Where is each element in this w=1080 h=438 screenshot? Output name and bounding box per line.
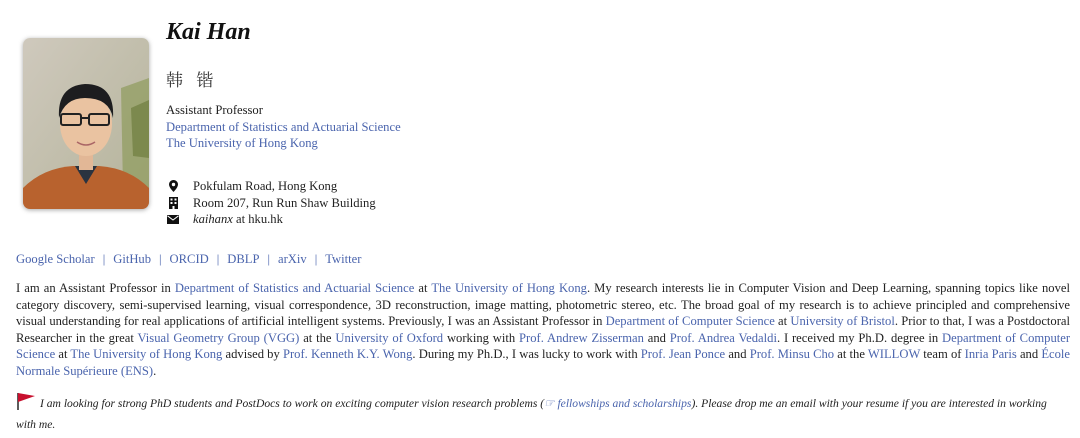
notice-text: ). Please drop me an email with your resume if you are interested in working with me. <box>16 397 1047 431</box>
bio-paragraph <box>16 280 1070 379</box>
bio-text: advised by <box>222 347 283 361</box>
bio-text: at <box>414 281 432 295</box>
bio-link-inria[interactable]: Inria Paris <box>964 347 1017 361</box>
email-user: kaihanx <box>193 212 233 226</box>
arxiv-link[interactable]: arXiv <box>278 252 307 266</box>
bio-text: . I received my Ph.D. degree in <box>776 330 943 345</box>
bio-text: . My research interests lie in Computer Vision and Deep Learning, spanning topics like novel category discovery, semi-supervised learning, visual correspondence, 3D reconstruction, image matting, photometric stereo, etc. The broad goal of my research is to achieve principled and comprehensive visual understanding for real applications of artificial intelligent systems. Previously, I was an Assistant Professor in <box>16 281 1070 328</box>
bio-link-bristol-cs[interactable]: Department of Computer Science <box>605 314 775 328</box>
dblp-link[interactable]: DBLP <box>227 252 260 266</box>
flag-icon <box>16 392 36 416</box>
department-link[interactable]: Department of Statistics and Actuarial Science <box>166 119 401 134</box>
bio-link-vgg[interactable]: Visual Geometry Group (VGG) <box>137 330 300 345</box>
recruiting-notice <box>16 392 1056 434</box>
bio-text: at the <box>299 330 336 345</box>
position-title: Assistant Professor <box>166 103 263 117</box>
link-separator: | <box>159 252 162 266</box>
profile-chinese-name: 韩 锴 <box>166 71 218 91</box>
profile-links <box>16 252 361 267</box>
bio-text: and <box>725 347 750 361</box>
fellowships-link[interactable]: ☞ fellowships and scholarships <box>544 397 692 410</box>
orcid-link[interactable]: ORCID <box>169 252 209 266</box>
envelope-icon <box>166 212 180 226</box>
link-separator: | <box>267 252 270 266</box>
bio-link-bristol[interactable]: University of Bristol <box>790 314 895 328</box>
bio-text: and <box>643 330 670 345</box>
bio-link-wong[interactable]: Prof. Kenneth K.Y. Wong <box>282 347 413 361</box>
bio-text: at <box>55 347 71 361</box>
bio-text: working with <box>443 330 520 345</box>
bio-text: at the <box>834 347 868 361</box>
bio-text: . During my Ph.D., I was lucky to work with <box>412 347 641 361</box>
profile-name: Kai Han <box>166 19 251 45</box>
bio-text: I am an Assistant Professor in <box>16 281 175 295</box>
link-separator: | <box>216 252 220 266</box>
university-link[interactable]: The University of Hong Kong <box>166 136 318 150</box>
room-row <box>166 195 376 212</box>
contact-block <box>166 178 376 228</box>
bio-text: at <box>774 314 791 328</box>
bio-text: . Prior to that, I was a Postdoctoral Researcher in the great <box>16 314 1070 345</box>
email-domain: at hku.hk <box>232 212 283 226</box>
google-scholar-link[interactable]: Google Scholar <box>16 252 95 266</box>
bio-link-oxford[interactable]: University of Oxford <box>335 330 444 345</box>
email-text <box>193 211 283 228</box>
bio-text: team of <box>920 347 965 361</box>
bio-link-zisserman[interactable]: Prof. Andrew Zisserman <box>519 330 644 345</box>
bio-link-hku-cs[interactable]: Department of Computer Science <box>16 330 1071 361</box>
address-row <box>166 178 376 195</box>
email-row <box>166 211 376 228</box>
bio-link-vedaldi[interactable]: Prof. Andrea Vedaldi <box>669 330 777 345</box>
position-block <box>166 102 401 152</box>
link-separator: | <box>314 252 318 266</box>
bio-link-ens[interactable]: École Normale Supérieure (ENS) <box>16 347 1070 378</box>
bio-link-hku-stat[interactable]: Department of Statistics and Actuarial Science <box>174 281 415 295</box>
twitter-link[interactable]: Twitter <box>325 252 362 266</box>
bio-text: . <box>153 363 157 378</box>
github-link[interactable]: GitHub <box>113 252 152 266</box>
bio-text: and <box>1016 347 1042 361</box>
bio-link-ponce[interactable]: Prof. Jean Ponce <box>640 347 726 361</box>
address-text: Pokfulam Road, Hong Kong <box>193 179 338 193</box>
bio-link-hku-2[interactable]: The University of Hong Kong <box>70 347 223 361</box>
link-separator: | <box>102 252 106 266</box>
bio-link-cho[interactable]: Prof. Minsu Cho <box>749 347 835 361</box>
room-text: Room 207, Run Run Shaw Building <box>193 195 376 210</box>
bio-link-hku[interactable]: The University of Hong Kong <box>431 281 587 295</box>
profile-photo <box>23 38 149 209</box>
building-icon <box>166 196 180 210</box>
map-marker-icon <box>166 179 180 193</box>
notice-text: I am looking for strong PhD students and PostDocs to work on exciting computer vision research problems ( <box>40 397 545 410</box>
bio-link-willow[interactable]: WILLOW <box>867 347 921 361</box>
